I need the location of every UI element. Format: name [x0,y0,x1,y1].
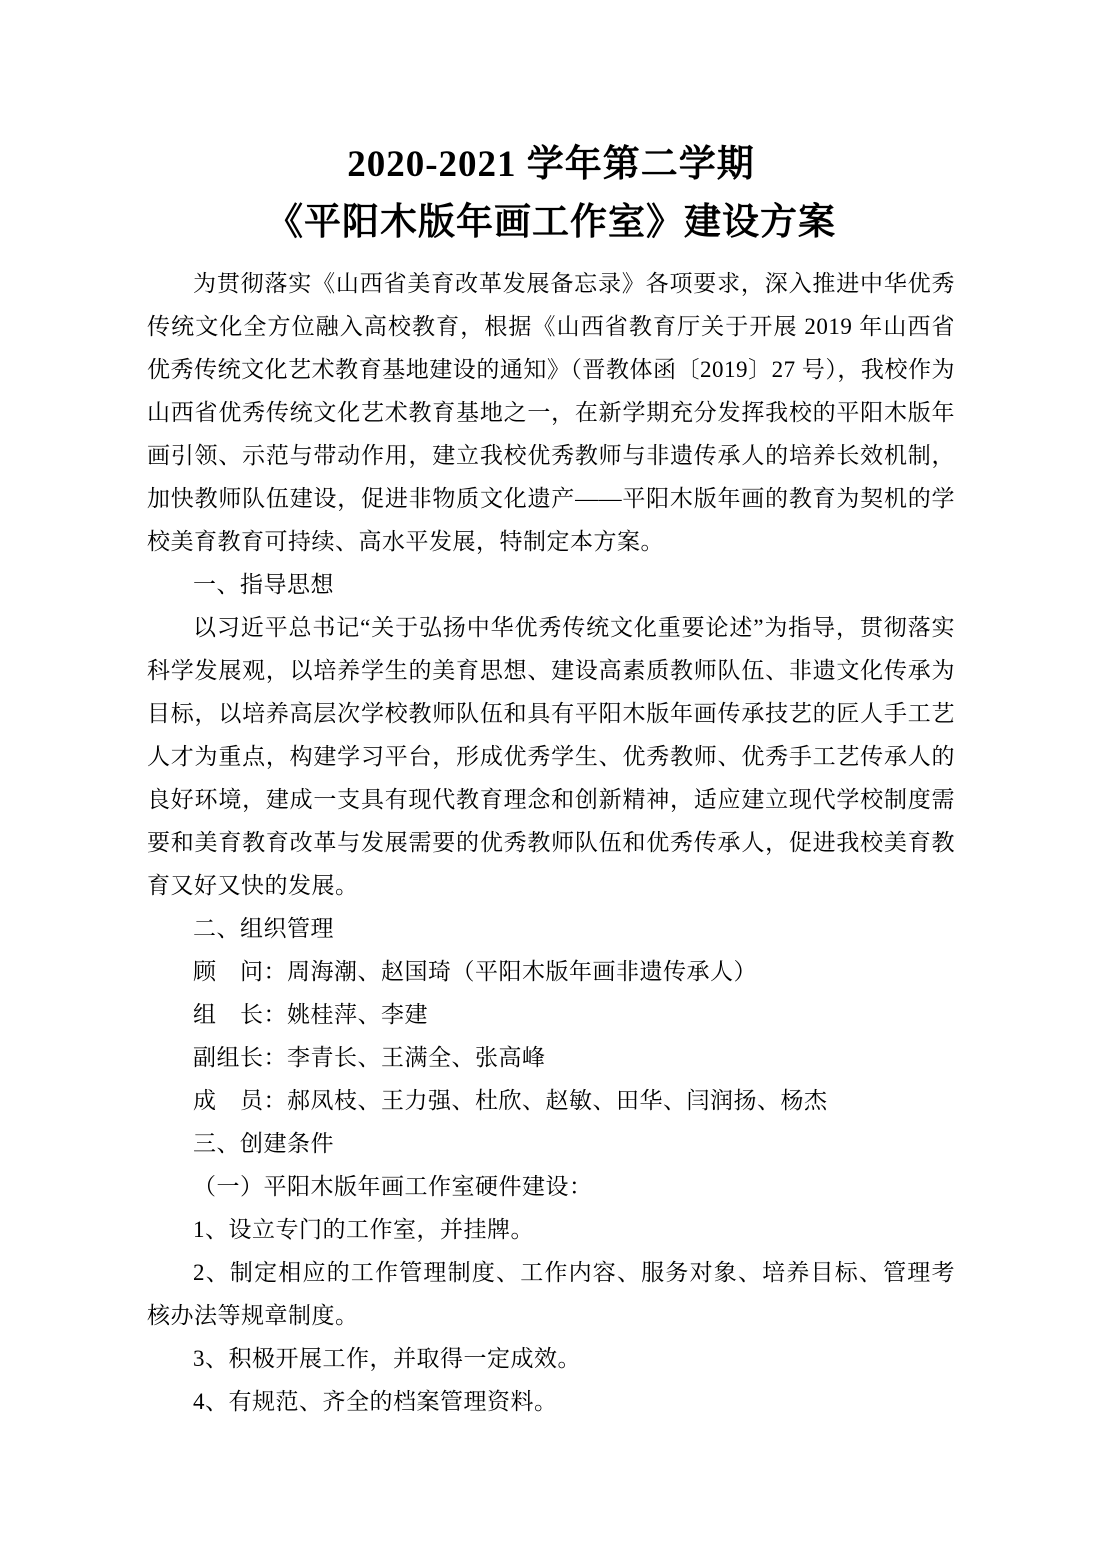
numbered-item: 2、制定相应的工作管理制度、工作内容、服务对象、培养目标、管理考核办法等规章制度。 [147,1260,955,1328]
role-item: 组 长：姚桂萍、李建 [193,1002,428,1027]
role-item: 副组长：李青长、王满全、张高峰 [193,1045,546,1070]
title-line-2: 《平阳木版年画工作室》建设方案 [266,202,836,243]
title-line-1: 2020-2021 学年第二学期 [347,144,755,185]
section-heading: 二、组织管理 [193,916,334,941]
role-item: 顾 问：周海潮、赵国琦（平阳木版年画非遗传承人） [193,959,757,984]
document-body [147,262,955,1423]
sub-heading: （一）平阳木版年画工作室硬件建设： [193,1174,593,1199]
numbered-item: 1、设立专门的工作室，并挂牌。 [193,1217,534,1242]
numbered-item: 3、积极开展工作，并取得一定成效。 [193,1346,581,1371]
paragraph: 以习近平总书记“关于弘扬中华优秀传统文化重要论述”为指导，贯彻落实科学发展观，以培养学生的美育思想、建设高素质教师队伍、非遗文化传承为目标，以培养高层次学校教师队伍和具有平阳木版年画传承技艺的匠人手工艺人才为重点，构建学习平台，形成优秀学生、优秀教师、优秀手工艺传承人的良好环境，建成一支具有现代教育理念和创新精神，适应建立现代学校制度需要和美育教育改革与发展需要的优秀教师队伍和优秀传承人，促进我校美育教育又好又快的发展。 [147,615,955,898]
paragraph: 为贯彻落实《山西省美育改革发展备忘录》各项要求，深入推进中华优秀传统文化全方位融入高校教育，根据《山西省教育厅关于开展 2019 年山西省优秀传统文化艺术教育基地建设的通知》（晋教体函〔2019〕27 号），我校作为山西省优秀传统文化艺术教育基地之一，在新学期充分发挥我校的平阳木版年画引领、示范与带动作用，建立我校优秀教师与非遗传承人的培养长效机制，加快教师队伍建设，促进非物质文化遗产——平阳木版年画的教育为契机的学校美育教育可持续、高水平发展，特制定本方案。 [147,271,955,554]
document-title [0,0,1102,252]
section-heading: 一、指导思想 [193,572,334,597]
section-heading: 三、创建条件 [193,1131,334,1156]
role-item: 成 员：郝凤枝、王力强、杜欣、赵敏、田华、闫润扬、杨杰 [193,1088,828,1113]
numbered-item: 4、有规范、齐全的档案管理资料。 [193,1389,558,1414]
